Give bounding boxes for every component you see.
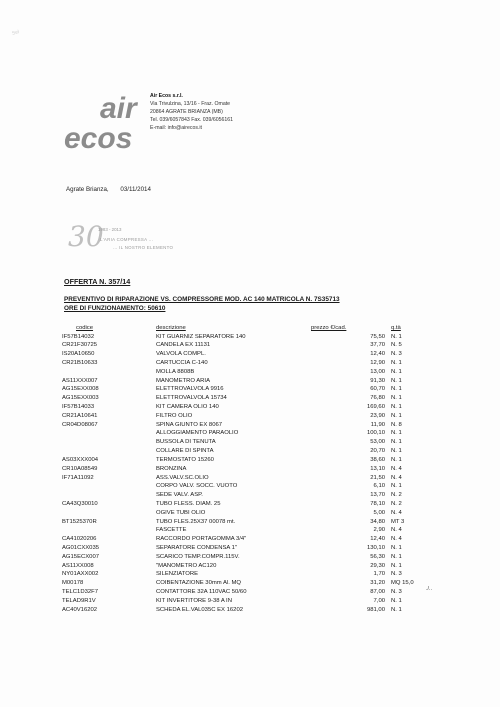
item-code — [62, 438, 156, 447]
company-info — [150, 92, 233, 132]
item-price: 12,40 — [370, 536, 385, 543]
dateline-date: 03/11/2014 — [120, 186, 151, 193]
item-quantity: N. 1 — [391, 562, 402, 569]
offer-subject-line1: PREVENTIVO DI RIPARAZIONE VS. COMPRESSORE MOD. AC 140 MATRICOLA N. 7S35713 — [64, 296, 340, 303]
table-row — [62, 377, 439, 386]
item-code: AS03XXX004 — [62, 456, 99, 463]
item-code — [62, 509, 156, 518]
item-code: AG15EXX003 — [62, 395, 99, 402]
item-description: SILENZIATORE — [156, 571, 199, 578]
item-quantity: N. 3 — [391, 571, 402, 578]
item-price: 100,10 — [366, 430, 385, 437]
item-price: 13,70 — [370, 492, 385, 499]
item-code: CR04D08067 — [62, 421, 98, 428]
item-code: BT1525370R — [62, 518, 97, 525]
item-code — [62, 368, 156, 377]
item-price: 60,70 — [370, 386, 385, 393]
item-quantity: N. 4 — [391, 509, 402, 516]
item-quantity: N. 1 — [391, 483, 402, 490]
table-row — [62, 429, 439, 438]
dateline-place: Agrate Brianza, — [66, 186, 109, 193]
table-row — [62, 482, 439, 491]
item-price: 169,60 — [366, 404, 385, 410]
item-description: SEDE VALV. ASP. — [156, 492, 203, 499]
air-ecos-logo — [62, 92, 152, 154]
item-code — [62, 491, 156, 500]
logo-word-ecos: ecos — [64, 122, 133, 154]
item-price: 78,10 — [370, 500, 385, 507]
item-quantity: N. 8 — [391, 421, 402, 428]
item-price: 13,10 — [370, 465, 385, 472]
item-price: 87,00 — [370, 589, 385, 596]
header-code: codice — [76, 324, 94, 331]
item-code: CA41020206 — [62, 536, 97, 543]
table-row — [62, 394, 439, 403]
header-quantity: q.tà — [391, 324, 401, 331]
table-row — [62, 606, 439, 615]
table-row — [62, 526, 439, 535]
table-row — [62, 350, 439, 359]
item-quantity: N. 1 — [391, 412, 402, 419]
item-quantity: N. 1 — [391, 439, 402, 446]
table-row — [62, 509, 439, 518]
item-quantity: N. 1 — [391, 545, 402, 551]
item-code: AG15EXX008 — [62, 386, 99, 393]
table-row — [62, 368, 439, 377]
item-quantity: N. 1 — [391, 456, 402, 463]
item-quantity: N. 1 — [391, 606, 402, 613]
table-row — [62, 500, 439, 509]
item-description: TERMOSTATO 15260 — [156, 456, 214, 463]
item-code: CR21F30725 — [62, 342, 98, 349]
item-description: COLLARE DI SPINTA — [156, 448, 214, 455]
item-quantity: N. 4 — [391, 474, 402, 481]
item-code — [62, 482, 156, 491]
header-price: prezzo €/cad. — [311, 324, 347, 331]
item-quantity: N. 1 — [391, 553, 402, 560]
item-price: 5,00 — [373, 509, 385, 516]
item-price: 7,00 — [373, 597, 385, 604]
item-price: 53,00 — [370, 439, 385, 446]
item-description: TUBO FLESS. DIAM. 25 — [156, 500, 221, 507]
item-price: 75,50 — [370, 333, 385, 340]
item-quantity: N. 3 — [391, 351, 402, 358]
anniversary-slogan-line2: ... IL NOSTRO ELEMENTO — [113, 245, 174, 250]
item-quantity: N. 1 — [391, 597, 402, 604]
item-description: CANDELA EX 11131 — [156, 342, 211, 349]
item-description: "MANOMETRO AC120 — [156, 562, 217, 569]
table-row — [62, 359, 439, 368]
table-row — [62, 562, 439, 571]
item-price: 12,40 — [370, 351, 385, 358]
item-code: CR21A10641 — [62, 412, 98, 419]
table-row — [62, 403, 439, 412]
item-code: AC40V16202 — [62, 606, 98, 613]
anniversary-slogan-line1: L'ARIA COMPRESSA ... — [100, 237, 154, 242]
item-description: CARTUCCIA C-140 — [156, 359, 208, 366]
item-price: 31,20 — [370, 580, 385, 587]
item-description: CONTATTORE 32A 110VAC 50/60 — [156, 589, 247, 596]
table-row — [62, 570, 439, 579]
item-price: 1,70 — [373, 571, 385, 578]
item-price: 11,90 — [370, 421, 385, 428]
item-quantity: N. 1 — [391, 386, 402, 393]
item-code: IF57B14032 — [62, 333, 95, 340]
item-description: BUSSOLA DI TENUTA — [156, 439, 216, 446]
item-price: 2,90 — [373, 527, 385, 534]
header-description: descrizione — [156, 324, 186, 331]
item-price: 6,10 — [373, 483, 385, 490]
item-description: ASS.VALV.SC.OLIO — [156, 474, 209, 481]
item-quantity: N. 1 — [391, 395, 402, 402]
item-price: 56,30 — [370, 553, 385, 560]
item-description: MOLLA 8808B — [156, 368, 195, 375]
company-phone: Tel. 039/6057843 Fax. 039/6056161 — [150, 117, 234, 124]
item-quantity: N. 1 — [391, 430, 402, 437]
item-quantity: N. 1 — [391, 404, 402, 410]
table-row — [62, 588, 439, 597]
table-row — [62, 438, 439, 447]
item-quantity: N. 1 — [391, 377, 402, 384]
item-price: 981,00 — [366, 606, 385, 613]
table-row — [62, 597, 439, 606]
company-email: E-mail: info@airecos.it — [150, 125, 202, 132]
item-description: CORPO VALV. SOCC. VUOTO — [156, 483, 238, 490]
item-code: IS20A10650 — [62, 351, 95, 358]
item-quantity: MQ 15,0 — [391, 580, 414, 587]
item-description: FILTRO OLIO — [156, 412, 193, 419]
item-quantity: N. 4 — [391, 527, 402, 534]
item-price: 12,90 — [370, 359, 385, 366]
item-description: KIT GUARNIZ SEPARATORE 140 — [156, 333, 246, 340]
table-row — [62, 456, 439, 465]
item-price: 21,50 — [370, 474, 385, 481]
corner-mark: Sel — [11, 29, 20, 37]
item-code — [62, 447, 156, 456]
item-code: AG15ECX007 — [62, 553, 100, 560]
offer-number: OFFERTA N. 357/14 — [64, 277, 131, 286]
item-code: M00178 — [62, 580, 84, 587]
item-code: AS11XX008 — [62, 562, 94, 569]
table-row — [62, 333, 439, 342]
item-price: 91,30 — [370, 377, 385, 384]
anniversary-mark — [68, 220, 208, 260]
table-row — [62, 447, 439, 456]
offer-subject-line2: ORE DI FUNZIONAMENTO: 50610 — [64, 304, 166, 312]
item-code: CR21B10633 — [62, 359, 98, 366]
item-price: 38,60 — [370, 456, 385, 463]
item-code: IF71A11092 — [62, 474, 94, 481]
anniversary-years: 1983 - 2013 — [98, 227, 122, 232]
table-row — [62, 518, 439, 527]
item-quantity: N. 2 — [391, 500, 402, 507]
item-description: TUBO FLES.25X37 00078 mt. — [156, 518, 236, 525]
continuation-mark: ./.. — [426, 586, 433, 592]
item-price: 34,80 — [370, 518, 385, 525]
item-code: TELAD9R1V — [62, 597, 96, 604]
item-description: ALLOGGIAMENTO PARAOLIO — [156, 430, 239, 437]
item-description: KIT INVERTITORE 9-38 A IN — [156, 597, 232, 604]
item-quantity: N. 3 — [391, 589, 402, 596]
item-description: RACCORDO PORTAGOMMA 3/4" — [156, 536, 247, 543]
item-price: 23,90 — [370, 412, 385, 419]
item-description: OGIVE TUBI OLIO — [156, 509, 206, 516]
item-code: NY01AXX002 — [62, 571, 99, 578]
company-address-line2: 20864 AGRATE BRIANZA (MB) — [150, 109, 223, 116]
item-price: 37,70 — [370, 342, 385, 349]
items-table-header — [62, 323, 439, 333]
item-description: BRONZINA — [156, 465, 187, 472]
item-code: IF57B14033 — [62, 404, 95, 410]
item-code: AS11XXX007 — [62, 377, 98, 384]
item-description: ELETTROVALVOLA 15734 — [156, 395, 227, 402]
item-description: SCARICO TEMP.COMPR.115V. — [156, 553, 240, 560]
dateline — [66, 186, 151, 193]
table-row — [62, 474, 439, 483]
item-code — [62, 526, 156, 535]
table-row — [62, 553, 439, 562]
item-price: 13,00 — [370, 368, 385, 375]
company-address-line1: Via Trivulzina, 13/16 - Fraz. Omate — [150, 101, 231, 108]
item-quantity: N. 4 — [391, 536, 402, 543]
item-description: SCHEDA EL.VAL035C EX 16202 — [156, 606, 243, 613]
table-row — [62, 491, 439, 500]
anniversary-number: 30 — [68, 220, 104, 253]
item-description: KIT CAMERA OLIO 140 — [156, 404, 219, 410]
item-price: 76,80 — [370, 395, 385, 402]
table-row — [62, 421, 439, 430]
item-quantity: N. 2 — [391, 492, 402, 499]
company-name: Air Ecos s.r.l. — [150, 93, 183, 99]
item-quantity: N. 1 — [391, 448, 402, 455]
item-quantity: N. 1 — [391, 368, 402, 375]
table-row — [62, 579, 439, 588]
table-row — [62, 465, 439, 474]
item-quantity: N. 1 — [391, 359, 402, 366]
item-description: COIBENTAZIONE 30mm Al. MQ — [156, 580, 241, 587]
item-code: CR10A08549 — [62, 465, 98, 472]
item-code: TELC1D32F7 — [62, 589, 99, 596]
offer-subject — [64, 296, 444, 313]
table-row — [62, 544, 439, 553]
item-code — [62, 429, 156, 438]
item-quantity: MT 3 — [391, 518, 405, 525]
item-description: SPINA GIUNTO EX 8067 — [156, 421, 223, 428]
item-description: MANOMETRO ARIA — [156, 377, 211, 384]
item-code: AG01CXX035 — [62, 545, 100, 551]
item-description: SEPARATORE CONDENSA 1" — [156, 545, 237, 551]
item-quantity: N. 5 — [391, 342, 402, 349]
item-quantity: N. 4 — [391, 465, 402, 472]
table-row — [62, 535, 439, 544]
table-row — [62, 412, 439, 421]
item-price: 130,10 — [366, 545, 385, 551]
item-price: 20,70 — [370, 448, 385, 455]
logo-word-air: air — [100, 92, 137, 125]
item-price: 29,30 — [370, 562, 385, 569]
table-row — [62, 341, 439, 350]
item-description: FASCETTE — [156, 527, 187, 534]
item-code: CA43Q30010 — [62, 500, 98, 507]
item-description: ELETTROVALVOLA 9916 — [156, 386, 224, 393]
item-description: VALVOLA COMPL. — [156, 351, 206, 358]
item-quantity: N. 1 — [391, 333, 402, 340]
items-table — [62, 323, 439, 615]
table-row — [62, 385, 439, 394]
